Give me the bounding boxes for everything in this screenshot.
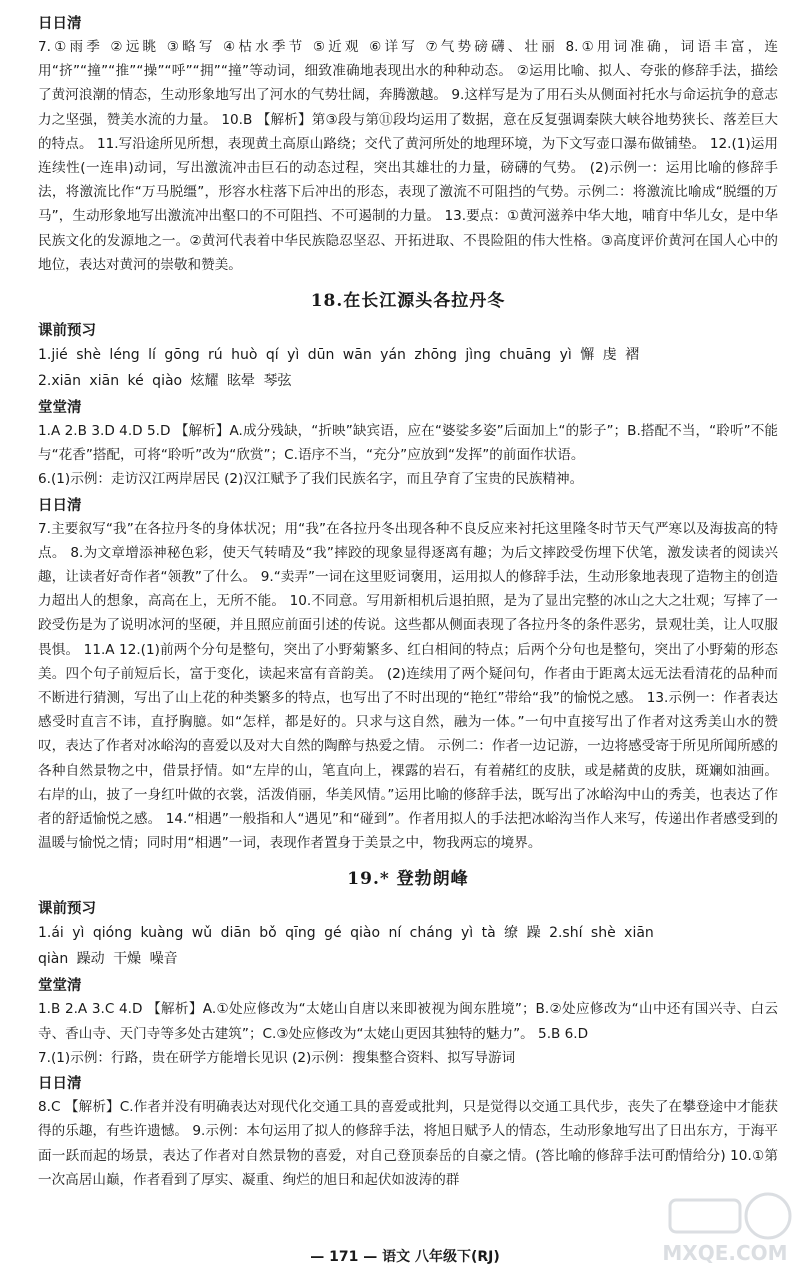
lesson19-ririqing-answers: 8.C 【解析】C.作者并没有明确表达对现代化交通工具的喜爱或批判，只是觉得以交通工具代步，丧失了在攀登途中才能获得的乐趣，有些许遗憾。 9.示例：本句运用了拟人的修辞手法，将旭日赋予人的情态，生动形象地写出了日出东方，于海平面一跃而起的场景，表达了作者对自然景物的喜爱，对自己登顶泰岳的自豪之情。(答比喻的修辞手法可酌情给分) 10.①第一次高居山巅，作者看到了厚实、凝重、绚烂的旭日和起伏如波涛的群: [38, 1099, 778, 1188]
answer-page: [38, 10, 778, 1192]
lesson19-tangtangqing-answer-7: 7.(1)示例：行路，贵在研学方能增长见识 (2)示例：搜集整合资料、拟写导游词: [38, 1049, 516, 1066]
lesson19-tangtangqing-answers: 1.B 2.A 3.C 4.D 【解析】A.①处应修改为“太姥山自唐以来即被视为闽东胜境”；B.②处应修改为“山中还有国兴寺、白云寺、香山寺、天门寺等多处古建筑”；C.③处应修改为“太姥山更因其独特的魅力”。 5.B 6.D: [38, 1001, 778, 1042]
watermark-logo-icon: [650, 1190, 800, 1270]
lesson19-title: 19.* 登勃朗峰: [347, 869, 469, 890]
watermark-text: MXQE.COM: [662, 1241, 788, 1265]
lesson19-pinyin-1: 1.ái yì qióng kuàng wǔ diān bǒ qīng gé qiào ní cháng yì tà 缭 躁 2.shí shè xiān: [38, 925, 654, 942]
lesson17-ririqing-answers: 7.①雨季 ②远眺 ③略写 ④枯水季节 ⑤近观 ⑥详写 ⑦气势磅礴、壮丽 8.①用词准确，词语丰富，连用“挤”“撞”“推”“操”“呼”“拥”“撞”等动词，细致准确地表现出水的种种动态。 ②运用比喻、拟人、夸张的修辞手法，描绘了黄河浪潮的情态，生动形象地写出了河水的气势壮阔，奔腾激越。 9.这样写是为了用石头从侧面衬托水与命运抗争的意志力之坚强，赞美水流的力量。 10.B 【解析】第③段与第⑪段均运用了数据，意在反复强调秦陕大峡谷地势狭长、落差巨大的特点。 11.写沿途所见所想，表现黄土高原山路绕；交代了黄河所处的地理环境，为下文写壶口瀑布做铺垫。 12.(1)运用连续性(一连串)动词，写出激流冲击巨石的动态过程，突出其雄壮的力量，磅礴的气势。 (2)示例一：运用比喻的修辞手法，将激流比作“万马脱缰”，形容水柱落下后冲出的形态，表现了激流不可阻挡的气势。示例二：将激流比喻成“脱缰的万马”，生动形象地写出激流冲出壑口的不可阻挡、不可遏制的力量。 13.要点：①黄河滋养中华大地，哺育中华儿女，是中华民族文化的发源地之一。②黄河代表着中华民族隐忍坚忍、开拓进取、不畏险阻的伟大性格。③高度评价黄河在国人心中的地位，表达对黄河的崇敬和赞美。: [38, 39, 778, 273]
section-label-ketang: 课前预习: [38, 323, 96, 340]
section-label-ririqing-18: 日日清: [38, 497, 82, 514]
section-label-ririqing: 日日清: [38, 16, 82, 32]
page-footer: — 171 — 语文 八年级下(RJ): [310, 1249, 500, 1265]
section-label-ketang-19: 课前预习: [38, 901, 96, 918]
section-label-tangtangqing: 堂堂清: [38, 400, 82, 417]
section-label-tangtangqing-19: 堂堂清: [38, 978, 82, 995]
lesson18-tangtangqing-answer-6: 6.(1)示例：走访汉江两岸居民 (2)汉江赋予了我们民族名字，而且孕育了宝贵的民族精神。: [38, 471, 584, 488]
lesson18-title: 18.在长江源头各拉丹冬: [310, 291, 506, 312]
section-label-ririqing-19: 日日清: [38, 1076, 82, 1093]
lesson19-pinyin-2: qiàn 躁动 干燥 噪音: [38, 951, 178, 968]
lesson18-pinyin-2: 2.xiān xiān ké qiào 炫耀 眩晕 琴弦: [38, 373, 292, 390]
lesson18-ririqing-answers: 7.主要叙写“我”在各拉丹冬的身体状况；用“我”在各拉丹冬出现各种不良反应来衬托这里隆冬时节天气严寒以及海拔高的特点。 8.为文章增添神秘色彩，使天气转晴及“我”摔跤的现象显得逐离有趣；为后文摔跤受伤埋下伏笔，激发读者的阅读兴趣，让读者好奇作者“领教”了什么。 9.“卖弄”一词在这里贬词褒用，运用拟人的修辞手法，生动形象地表现了造物主的创造力超出人的想象，高高在上，无所不能。 10.不同意。写用新相机后退拍照，是为了显出完整的冰山之大之壮观；写摔了一跤受伤是为了说明冰河的坚硬，并且照应前面引述的传说。这些都从侧面表现了各拉丹冬的条件恶劣，景观壮美，让人叹服畏惧。 11.A 12.(1)前两个分句是整句，突出了小野菊繁多、红白相间的特点；后两个分句也是整句，突出了小野菊的形态美。四个句子前短后长，富于变化，读起来富有音韵美。 (2)连续用了两个疑问句，作者由于距离太远无法看清花的品种而不断进行猜测，写出了山上花的种类繁多的特点，也写出了不时出现的“艳红”带给“我”的愉悦之感。 13.示例一：作者表达感受时直言不讳，直抒胸臆。如“怎样，都是好的。只求与这自然，融为一体。”一句中直接写出了作者对这秀美山水的赞叹，表达了作者对冰峪沟的喜爱以及对大自然的陶醉与热爱之情。 示例二：作者一边记游，一边将感受寄于所见所闻所感的各种自然景物之中，借景抒情。如“左岸的山，笔直向上，裸露的岩石，有着赭红的皮肤，或是赭黄的皮肤，斑斓如油画。右岸的山，披了一身红叶做的衣裳，活泼俏丽，华美风情。”运用比喻的修辞手法，既写出了冰峪沟中山的秀美，也表达了作者的舒适愉悦之感。 14.“相遇”一般指和人“遇见”和“碰到”。作者用拟人的手法把冰峪沟当作人来写，传递出作者感受到的温暖与愉悦之情；同时用“相遇”一词，表现作者置身于美景之中，物我两忘的境界。: [38, 520, 778, 852]
lesson18-tangtangqing-answers: 1.A 2.B 3.D 4.D 5.D 【解析】A.成分残缺，“折映”缺宾语，应在“婆娑多姿”后面加上“的影子”；B.搭配不当，“聆听”不能与“花香”搭配，可将“聆听”改为“欣赏”；C.语序不当，“充分”应放到“发挥”的前面作状语。: [38, 423, 778, 464]
lesson18-pinyin-1: 1.jié shè léng lí gōng rú huò qí yì dūn wān yán zhōng jìng chuāng yì 懈 虔 褶: [38, 347, 640, 364]
